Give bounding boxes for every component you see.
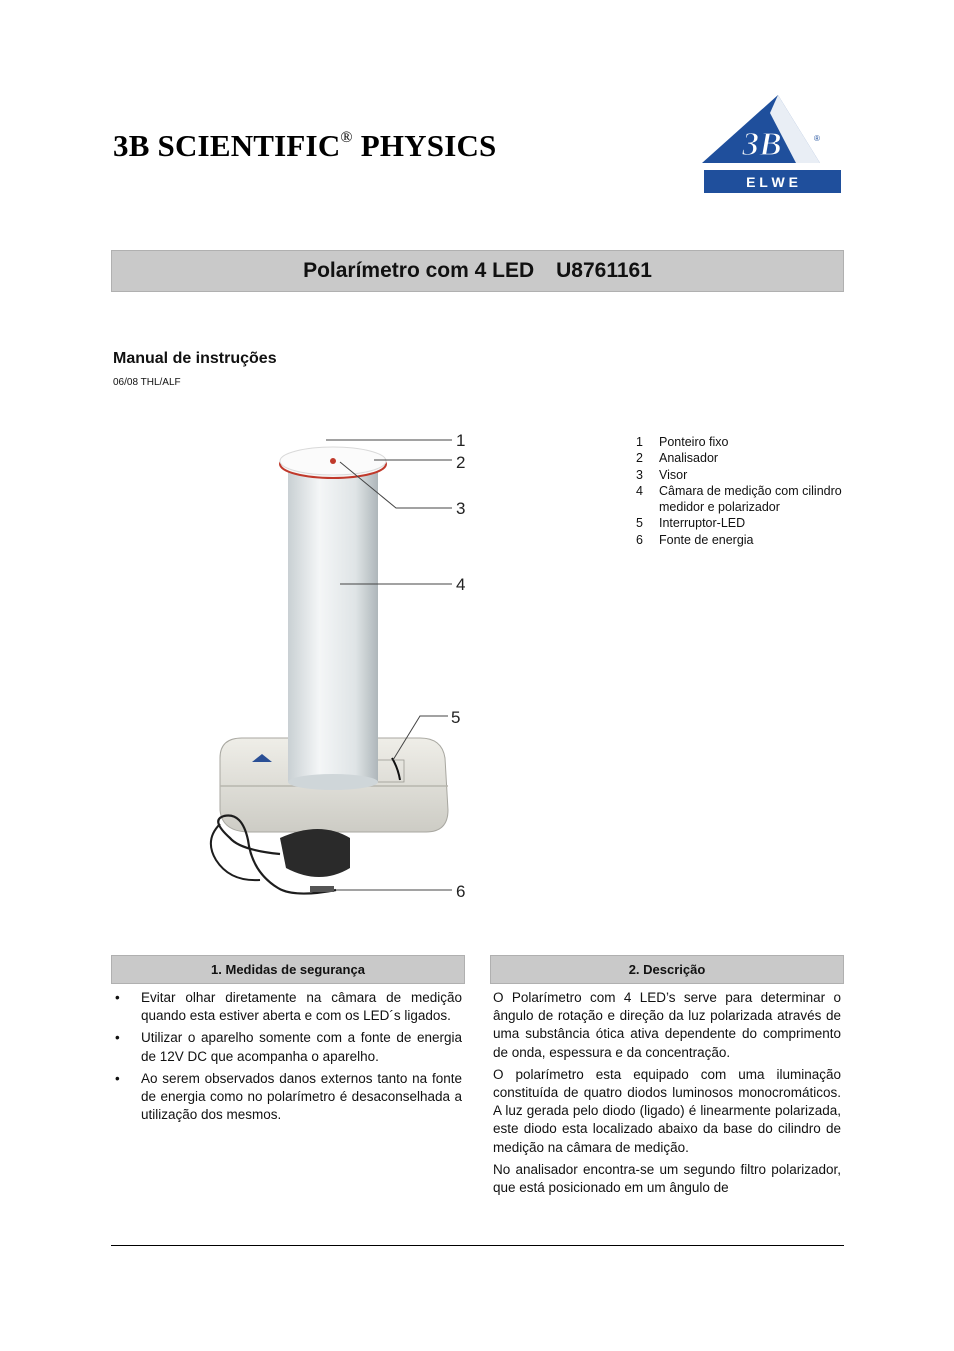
logo-elwe-text: E L W E: [746, 174, 798, 190]
description-paragraph: O Polarímetro com 4 LED’s serve para determinar o ângulo de rotação e direção da luz polarizada através de uma substância ótica ativa dependente do comprimento de onda, espessura e da concentração.: [493, 990, 841, 1060]
legend-text: Câmara de medição com cilindro medidor e polarizador: [659, 483, 842, 515]
legend-item: [636, 515, 849, 531]
legend-number: 1: [636, 435, 643, 449]
measuring-chamber: [288, 464, 378, 790]
product-title-bar: [111, 250, 844, 292]
legend-item: [636, 450, 849, 466]
product-code: U8761161: [556, 259, 652, 282]
legend-item: [636, 467, 849, 483]
callout-2: 2: [456, 453, 466, 472]
legend-item: [636, 483, 849, 516]
safety-list: [113, 989, 462, 1128]
logo-3b-text: 3B: [742, 126, 782, 163]
legend-number: 2: [636, 451, 643, 466]
manual-heading: Manual de instruções: [113, 350, 277, 367]
product-name: Polarímetro com 4 LED: [303, 259, 535, 282]
polarimeter-figure: [190, 420, 480, 910]
3b-elwe-logo: [700, 93, 844, 195]
callout-6: 6: [456, 882, 466, 901]
legend-text: Visor: [659, 467, 688, 482]
callout-1: 1: [456, 431, 466, 450]
brand-title: [113, 128, 497, 164]
legend-number: 4: [636, 483, 643, 498]
safety-item: • Evitar olhar diretamente na câmara de medição quando esta estiver aberta e com os LED´s ligados.: [113, 989, 462, 1025]
legend-number: 6: [636, 532, 643, 547]
legend-number: 5: [636, 516, 643, 531]
legend-text: Ponteiro fixo: [659, 435, 729, 449]
safety-item: • Ao serem observados danos externos tanto na fonte de energia como no polarímetro é desaconselhada a utilização dos mesmos.: [113, 1070, 462, 1125]
callout-3: 3: [456, 499, 466, 518]
callout-5: 5: [451, 708, 461, 727]
callout-numbers: [451, 431, 465, 901]
brand-name: 3B SCIENTIFIC: [113, 128, 341, 163]
legend-text: Fonte de energia: [659, 532, 754, 547]
description-section-heading: 2. Descrição: [490, 955, 844, 984]
description-text: [493, 989, 841, 1201]
document-date: 06/08 THL/ALF: [113, 377, 181, 388]
callout-4: 4: [456, 575, 466, 594]
registered-mark: ®: [340, 129, 353, 146]
parts-legend: [636, 434, 849, 548]
description-paragraph: O polarímetro esta equipado com uma iluminação constituída de quatro diodos luminosos monocromáticos. A luz gerada pelo diodo (ligado) é linearmente polarizada, este diodo esta localizado abaixo da base do cilindro de medição na câmara de medição.: [493, 1066, 841, 1155]
safety-item: • Utilizar o aparelho somente com a fonte de energia de 12V DC que acompanha o aparelho.: [113, 1029, 462, 1065]
legend-number: 3: [636, 467, 643, 482]
svg-text:®: ®: [814, 134, 820, 143]
footer-rule: [111, 1245, 844, 1246]
description-paragraph: No analisador encontra-se um segundo filtro polarizador, que está posicionado em um ângulo de: [493, 1161, 841, 1196]
safety-section-heading: 1. Medidas de segurança: [111, 955, 465, 984]
analyzer-disc: [280, 447, 386, 478]
legend-item: [636, 434, 849, 450]
legend-text: Interruptor-LED: [659, 516, 746, 531]
legend-item: [636, 532, 849, 548]
legend-text: Analisador: [659, 451, 719, 466]
brand-physics: PHYSICS: [352, 128, 497, 163]
